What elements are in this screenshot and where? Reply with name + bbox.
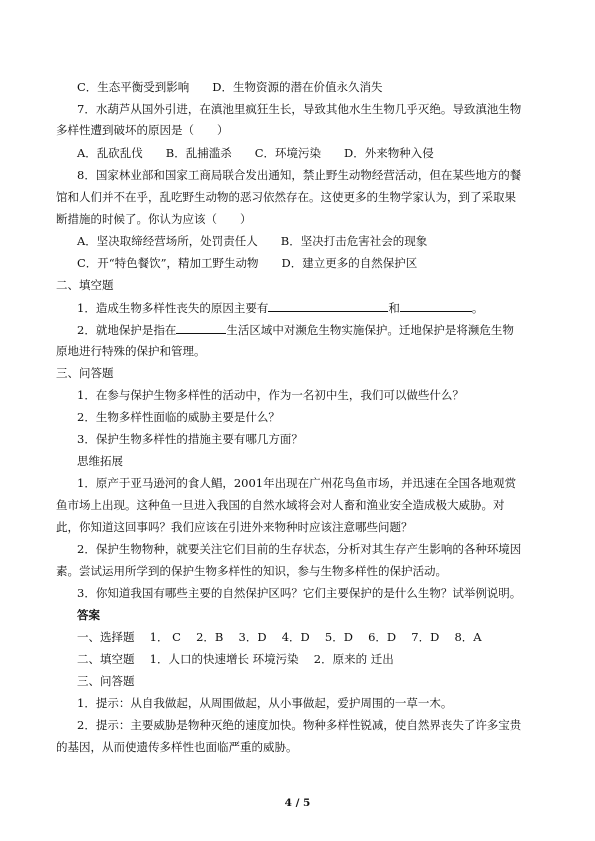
page-number: 4 / 5 — [284, 797, 311, 809]
answers-qa-1: 1．提示：从自我做起，从周围做起，从小事做起，爱护周围的一草一木。 — [77, 696, 453, 710]
answers-choice: 一、选择题 1． C 2．B 3．D 4．D 5．D 6．D 7．D 8．A — [77, 630, 482, 644]
qa-q1: 1．在参与保护生物多样性的活动中，作为一名初中生，我们可以做些什么？ — [77, 388, 464, 402]
answers-fill-blank: 二、填空题 1．人口的快速增长 环境污染 2．原来的 迁出 — [77, 652, 394, 666]
q7-stem-cont: 多样性遭到破坏的原因是（ ） — [56, 123, 229, 137]
answers-qa-2: 2．提示：主要威胁是物种灭绝的速度加快。物种多样性锐减，使自然界丧失了许多宝贵 — [77, 718, 522, 732]
q7-stem: 7．水葫芦从国外引进，在滇池里疯狂生长，导致其他水生生物几乎灭绝。导致滇池生物 — [77, 102, 522, 116]
answers-qa-heading: 三、问答题 — [77, 674, 135, 688]
thinking-extension-heading: 思维拓展 — [77, 454, 123, 468]
fill-q1-blank-2 — [400, 300, 472, 312]
ext-q1: 1．原产于亚马逊河的食人鲳，2001年出现在广州花鸟鱼市场，并迅速在全国各地观赏 — [77, 476, 517, 490]
q8-options-ab: A．坚决取缔经营场所，处罚责任人 B．坚决打击危害社会的现象 — [77, 234, 428, 248]
fill-q2-text: 2．就地保护是指在 — [77, 323, 177, 337]
answers-heading: 答案 — [77, 608, 100, 622]
fill-q1-blank-1 — [268, 300, 388, 312]
ext-q1-cont-2: 此，你知道这回事吗？我们应该在引进外来物种时应该注意哪些问题？ — [56, 520, 413, 534]
ext-q1-cont: 鱼市场上出现。这种鱼一旦进入我国的自然水域将会对人畜和渔业安全造成极大威胁。对 — [56, 498, 505, 512]
q8-stem-cont-2: 断措施的时候了。你认为应该（ ） — [56, 212, 252, 226]
fill-q1-end: 。 — [471, 301, 484, 315]
fill-q2 — [77, 322, 548, 337]
section-fill-blank-heading: 二、填空题 — [56, 278, 114, 292]
section-qa-heading: 三、问答题 — [56, 366, 114, 380]
fill-q1 — [77, 300, 548, 315]
q8-stem: 8．国家林业部和国家工商局联合发出通知，禁止野生动物经营活动，但在某些地方的餐 — [77, 168, 522, 182]
fill-q2-cont: 原地进行特殊的保护和管理。 — [56, 344, 206, 358]
answers-qa-2-cont: 的基因，从而使遗传多样性也面临严重的威胁。 — [56, 740, 298, 754]
qa-q3: 3．保护生物多样性的措施主要有哪几方面？ — [77, 432, 303, 446]
fill-q1-and: 和 — [388, 301, 400, 315]
ext-q2: 2．保护生物物种，就要关注它们目前的生存状态，分析对其生存产生影响的各种环境因 — [77, 542, 522, 556]
fill-q2-rest: 生活区域中对濒危生物实施保护。迁地保护是将濒危生物 — [226, 323, 514, 337]
ext-q3: 3．你知道我国有哪些主要的自然保护区吗？它们主要保护的是什么生物？试举例说明。 — [77, 586, 522, 600]
qa-q2: 2．生物多样性面临的威胁主要是什么？ — [77, 410, 280, 424]
q6-options-cd: C．生态平衡受到影响 D．生物资源的潜在价值永久消失 — [77, 80, 383, 94]
fill-q1-text: 1．造成生物多样性丧失的原因主要有 — [77, 301, 269, 315]
q8-stem-cont: 馆和人们并不在乎，乱吃野生动物的恶习依然存在。这使更多的生物学家认为，到了采取果 — [56, 190, 516, 204]
q7-options: A．乱砍乱伐 B．乱捕滥杀 C．环境污染 D．外来物种入侵 — [77, 146, 434, 160]
fill-q2-blank — [176, 322, 226, 334]
q8-options-cd: C．开“特色餐饮”，精加工野生动物 D．建立更多的自然保护区 — [77, 256, 418, 270]
ext-q2-cont: 素。尝试运用所学到的保护生物多样性的知识，参与生物多样性的保护活动。 — [56, 564, 447, 578]
